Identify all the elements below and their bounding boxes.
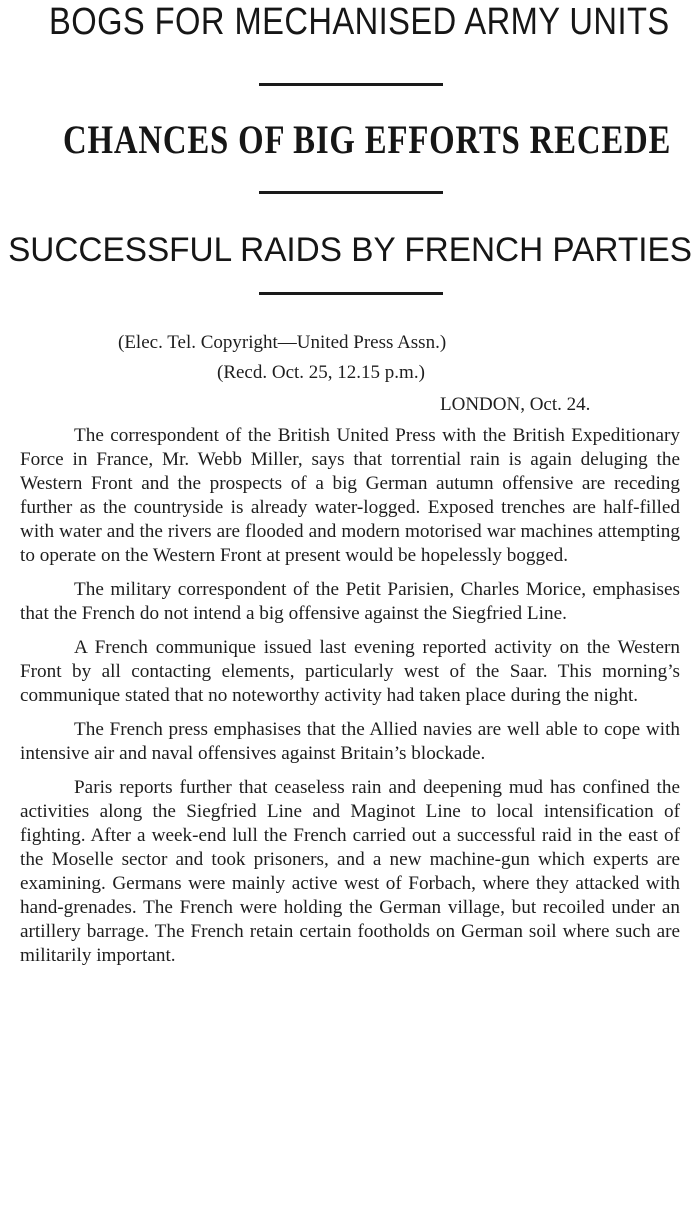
- copyright-credit: (Elec. Tel. Copyright—United Press Assn.): [118, 332, 447, 353]
- article-body: [20, 424, 680, 978]
- headline-divider: [259, 191, 443, 194]
- received-credit: (Recd. Oct. 25, 12.15 p.m.): [217, 362, 425, 383]
- headline-divider: [259, 83, 443, 86]
- headline-divider: [259, 292, 443, 295]
- paragraph: The correspondent of the British United Press with the British Expeditionary Force in France, Mr. Webb Miller, says that torrential rain is again deluging the Western Front and the prospects of a big German autumn offensive are receding further as the countryside is already water-logged. Exposed trenches are half-filled with water and the rivers are flooded and modern motorised war machines attempting to operate on the Western Front at present would be hopelessly bogged.: [20, 425, 680, 566]
- third-headline: SUCCESSFUL RAIDS BY FRENCH PARTIES: [8, 231, 692, 269]
- dateline: LONDON, Oct. 24.: [440, 394, 591, 415]
- paragraph: A French communique issued last evening reported activity on the Western Front by all contacting elements, particularly west of the Saar. This morning’s communique stated that no noteworthy activity had taken place during the night.: [20, 637, 680, 706]
- paragraph: The French press emphasises that the Allied navies are well able to cope with intensive air and naval offensives against Britain’s blockade.: [20, 719, 680, 764]
- paragraph: The military correspondent of the Petit Parisien, Charles Morice, emphasises that the French do not intend a big offensive against the Siegfried Line.: [20, 579, 680, 624]
- second-headline: CHANCES OF BIG EFFORTS RECEDE: [63, 117, 672, 162]
- main-headline: BOGS FOR MECHANISED ARMY UNITS: [49, 1, 670, 43]
- paragraph: Paris reports further that ceaseless rain and deepening mud has confined the activities along the Siegfried Line and Maginot Line to local intensification of fighting. After a week-end lull the French carried out a successful raid in the east of the Moselle sector and took prisoners, and a new machine-gun which experts are examining. Germans were mainly active west of Forbach, where they attacked with hand-grenades. The French were holding the German village, but recoiled under an artillery barrage. The French retain certain footholds on German soil where such are militarily important.: [20, 777, 680, 966]
